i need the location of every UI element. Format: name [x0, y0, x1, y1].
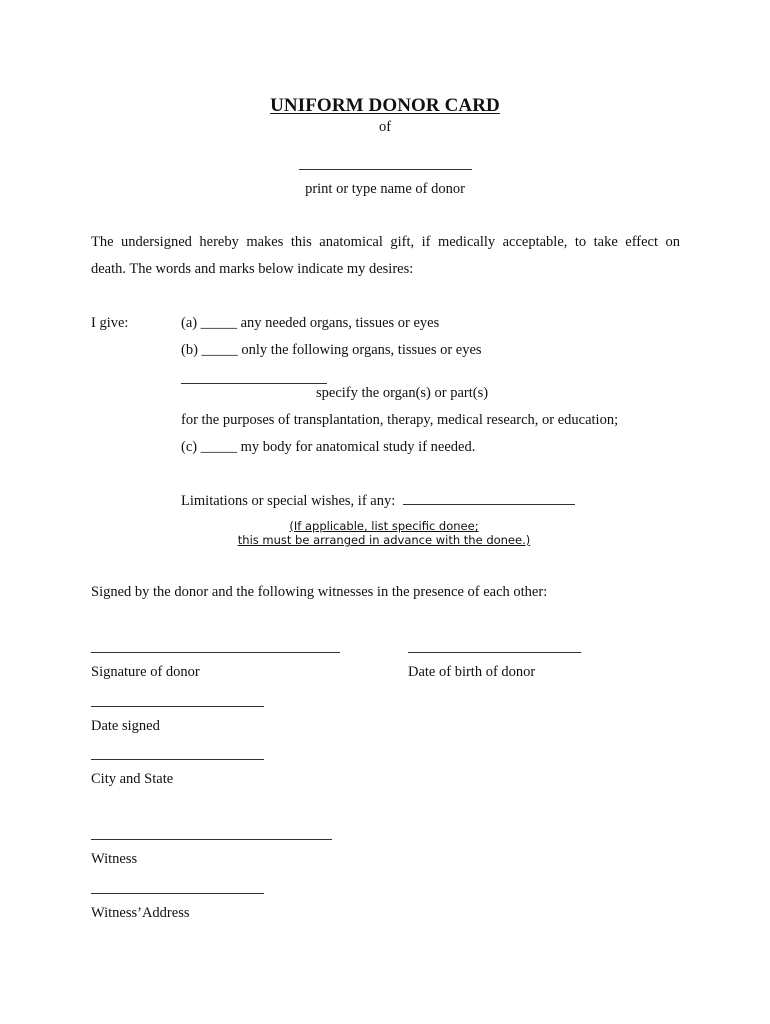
limitations-field[interactable] [403, 504, 575, 505]
date-of-birth-field[interactable] [408, 652, 581, 653]
gift-option-b[interactable]: (b) _____ only the following organs, tissues or eyes [181, 342, 482, 358]
i-give-label: I give: [91, 315, 129, 331]
limitations-note-line-1: (If applicable, list specific donee; [289, 519, 479, 533]
donor-name-field[interactable] [299, 169, 472, 170]
city-state-field[interactable] [91, 759, 264, 760]
signing-statement: Signed by the donor and the following witnesses in the presence of each other: [91, 584, 548, 600]
intro-line-1: The undersigned hereby makes this anatomical gift, if medically acceptable, to take effect on [91, 234, 680, 250]
date-signed-field[interactable] [91, 706, 264, 707]
gift-option-c[interactable]: (c) _____ my body for anatomical study if needed. [181, 439, 476, 455]
limitations-note-line-2: this must be arranged in advance with the donee.) [237, 533, 531, 547]
witness-label: Witness [91, 851, 138, 867]
witness-address-field[interactable] [91, 893, 264, 894]
intro-line-2: death. The words and marks below indicate my desires: [91, 261, 414, 277]
signature-field[interactable] [91, 652, 340, 653]
specify-organs-field[interactable] [181, 383, 327, 384]
witness-address-label: Witness’Address [91, 905, 190, 921]
city-state-label: City and State [91, 771, 174, 787]
document-title: UNIFORM DONOR CARD [270, 95, 500, 116]
donor-name-caption: print or type name of donor [305, 181, 465, 197]
of-label: of [378, 119, 392, 135]
limitations-row [181, 493, 575, 510]
date-signed-label: Date signed [91, 718, 160, 734]
purposes-text: for the purposes of transplantation, therapy, medical research, or education; [181, 412, 619, 428]
signature-label: Signature of donor [91, 664, 200, 680]
specify-organs-caption: specify the organ(s) or part(s) [316, 385, 489, 401]
witness-field[interactable] [91, 839, 332, 840]
gift-option-a[interactable]: (a) _____ any needed organs, tissues or eyes [181, 315, 440, 331]
date-of-birth-label: Date of birth of donor [408, 664, 536, 680]
limitations-label: Limitations or special wishes, if any: [181, 493, 396, 509]
